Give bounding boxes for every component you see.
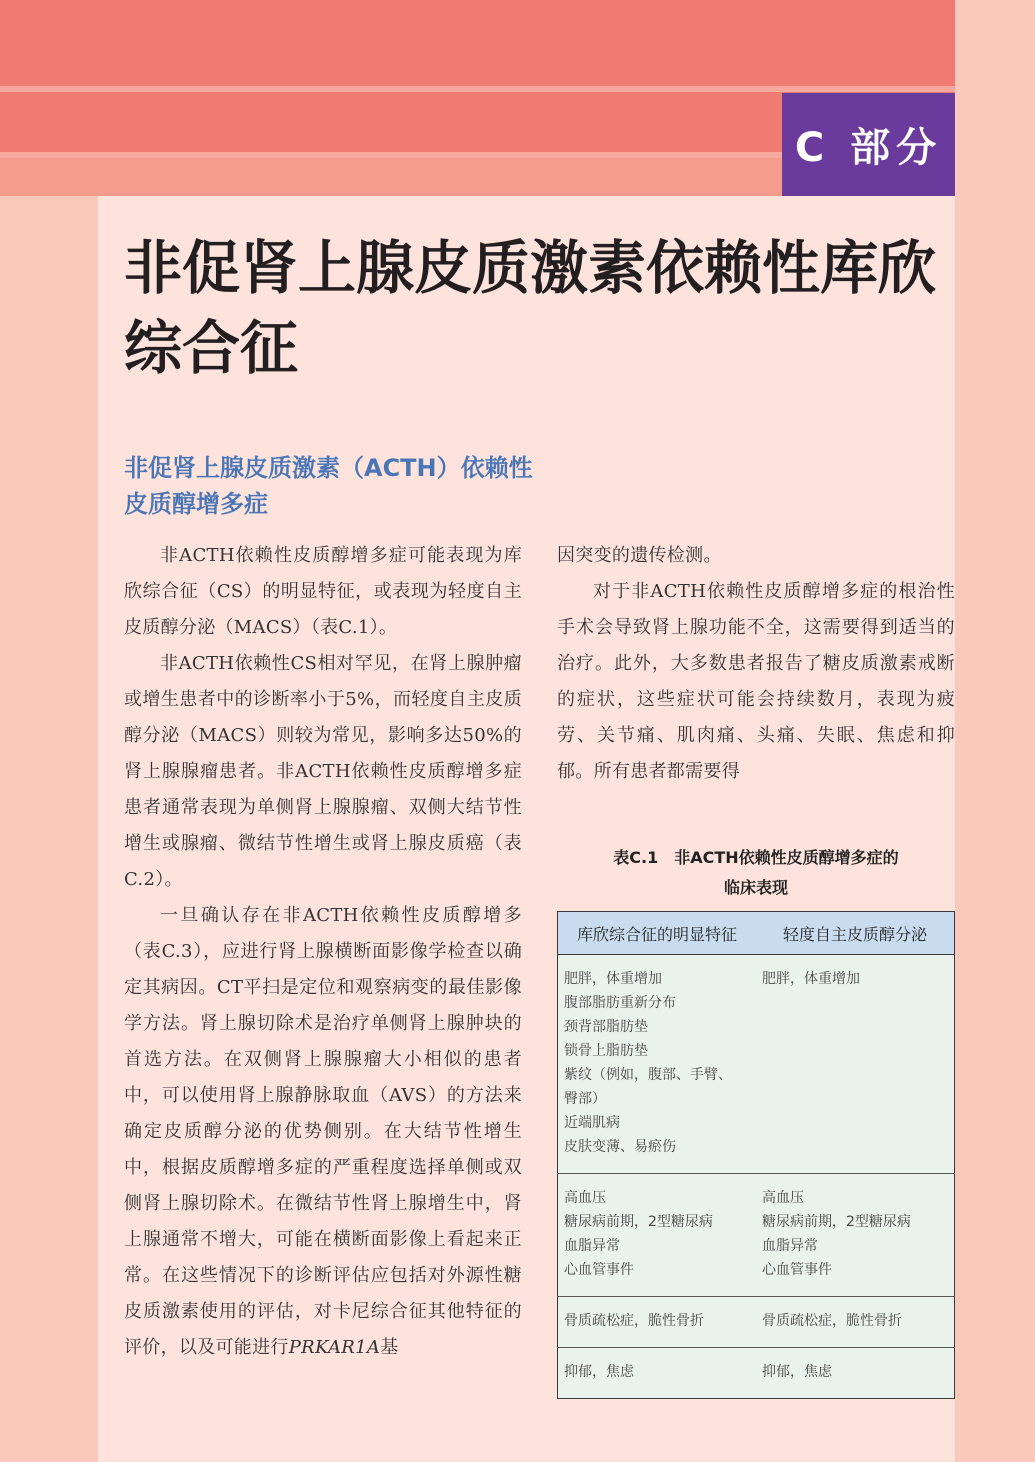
- paragraph: 非ACTH依赖性皮质醇增多症可能表现为库欣综合征（CS）的明显特征，或表现为轻度自主皮质醇分泌（MACS）（表C.1）。: [124, 545, 522, 638]
- page-title: 非促肾上腺皮质激素依赖性库欣综合征: [124, 234, 937, 382]
- left-margin-band: [0, 196, 98, 1462]
- table-header-cell: 轻度自主皮质醇分泌: [756, 912, 955, 955]
- table-row: [558, 955, 955, 1174]
- header-band-top: [0, 0, 955, 86]
- table-cell-line: 骨质疏松症，脆性骨折: [762, 1313, 902, 1329]
- table-cell: [558, 1348, 757, 1399]
- paragraph-text: 一旦确认存在非ACTH依赖性皮质醇增多（表C.3），应进行肾上腺横断面影像学检查以确定其病因。CT平扫是定位和观察病变的最佳影像学方法。肾上腺切除术是治疗单侧肾上腺肿块的首选方法。在双侧肾上腺腺瘤大小相似的患者中，可以使用肾上腺静脉取血（AVS）的方法来确定皮质醇分泌的优势侧别。在大结节性增生中，根据皮质醇增多症的严重程度选择单侧或双侧肾上腺切除术。在微结节性肾上腺增生中，肾上腺通常不增大，可能在横断面影像上看起来正常。在这些情况下的诊断评估应包括对外源性糖皮质激素使用的评估，对卡尼综合征其他特征的评价，以及可能进行: [124, 905, 522, 1358]
- table-cell-line: 高血压: [564, 1190, 606, 1206]
- table-cell: [756, 1174, 955, 1297]
- table-cell-line: 抑郁，焦虑: [762, 1364, 832, 1380]
- table-cell-line: 近端肌病: [564, 1115, 620, 1131]
- table-cell-line: 心血管事件: [564, 1262, 634, 1278]
- left-text-column: [124, 538, 522, 1366]
- table-cell-line: 肥胖，体重增加: [762, 971, 860, 987]
- table-cell-line: 血脂异常: [762, 1238, 818, 1254]
- table-cell-line: 紫纹（例如，腹部、手臂、: [564, 1067, 732, 1083]
- table-header-row: [558, 912, 955, 955]
- table-cell-line: 锁骨上脂肪垫: [564, 1043, 648, 1059]
- table-cell-line: 肥胖，体重增加: [564, 971, 662, 987]
- table-row: [558, 1174, 955, 1297]
- table-cell: [756, 1297, 955, 1348]
- table-row: [558, 1297, 955, 1348]
- paragraph-continuation: 因突变的遗传检测。: [557, 545, 722, 566]
- table-cell: [558, 955, 757, 1174]
- table-cell: [756, 1348, 955, 1399]
- paragraph: [124, 898, 522, 1366]
- table-cell-line: 高血压: [762, 1190, 804, 1206]
- table-cell-line: 骨质疏松症，脆性骨折: [564, 1313, 704, 1329]
- table-cell-line: 皮肤变薄、易瘀伤: [564, 1139, 676, 1155]
- table-cell-line: 糖尿病前期，2型糖尿病: [564, 1214, 713, 1230]
- paragraph: 对于非ACTH依赖性皮质醇增多症的根治性手术会导致肾上腺功能不全，这需要得到适当的治疗。此外，大多数患者报告了糖皮质激素戒断的症状，这些症状可能会持续数月，表现为疲劳、关节痛、肌肉痛、头痛、失眠、焦虑和抑郁。所有患者都需要得: [557, 581, 955, 782]
- section-heading: 非促肾上腺皮质激素（ACTH）依赖性皮质醇增多症: [124, 454, 533, 518]
- table-cell-line: 糖尿病前期，2型糖尿病: [762, 1214, 911, 1230]
- table-cell-line: 颈背部脂肪垫: [564, 1019, 648, 1035]
- table-caption-line: 临床表现: [723, 878, 788, 897]
- table-cell-line: 抑郁，焦虑: [564, 1364, 634, 1380]
- table-cell: [756, 955, 955, 1174]
- right-margin-band: [955, 0, 1035, 1462]
- gene-name: PRKAR1A: [288, 1337, 381, 1358]
- table-row: [558, 1348, 955, 1399]
- table-cell: [558, 1174, 757, 1297]
- table-cell-line: 臀部）: [564, 1091, 606, 1107]
- right-text-column: [557, 538, 955, 790]
- table-cell-line: 血脂异常: [564, 1238, 620, 1254]
- table-cell-line: 腹部脂肪重新分布: [564, 995, 676, 1011]
- part-label: C 部分: [782, 93, 955, 196]
- paragraph: 非ACTH依赖性CS相对罕见，在肾上腺肿瘤或增生患者中的诊断率小于5%，而轻度自主皮质醇分泌（MACS）则较为常见，影响多达50%的肾上腺腺瘤患者。非ACTH依赖性皮质醇增多症患者通常表现为单侧肾上腺腺瘤、双侧大结节性增生或腺瘤、微结节性增生或肾上腺皮质癌（表C.2）。: [124, 653, 522, 890]
- table-cell: [558, 1297, 757, 1348]
- paragraph-text: 基: [380, 1337, 399, 1358]
- table-caption: [557, 843, 955, 903]
- clinical-features-table: [557, 911, 955, 1399]
- table-body: [558, 955, 955, 1399]
- table-cell-line: 心血管事件: [762, 1262, 832, 1278]
- table-caption-line: 表C.1 非ACTH依赖性皮质醇增多症的: [613, 848, 899, 867]
- table-header-cell: 库欣综合征的明显特征: [558, 912, 757, 955]
